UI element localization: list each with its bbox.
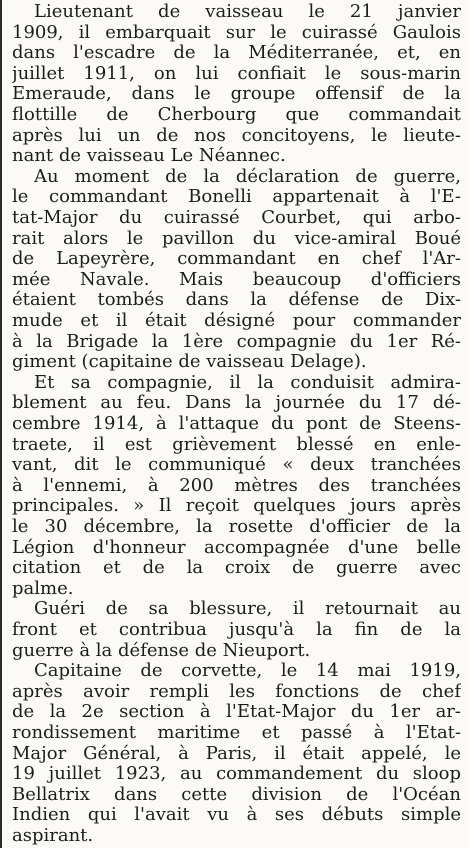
text-line: flottille de Cherbourg que commandait <box>12 104 461 125</box>
text-line: principales. » Il reçoit quelques jours après <box>12 495 461 517</box>
text-line: mée Navale. Mais beaucoup d'officiers <box>12 268 461 290</box>
text-line: front et contribua jusqu'à la fin de la <box>12 619 461 640</box>
text-line: Bellatrix dans cette division de l'Océan <box>12 783 461 805</box>
text-line: le 30 décembre, la rosette d'officier de la <box>12 516 461 537</box>
text-line: cembre 1914, à l'attaque du pont de Steens- <box>12 413 461 434</box>
text-line: après avoir rempli les fonctions de chef <box>12 680 461 702</box>
text-line: traete, il est grièvement blessé en enle- <box>12 433 461 455</box>
text-line: palme. <box>12 577 74 599</box>
text-line: étaient tombés dans la défense de Dix- <box>12 289 461 311</box>
text-line: nant de vaisseau Le Néannec. <box>12 145 286 167</box>
text-line: Lieutenant de vaisseau le 21 janvier <box>34 1 461 22</box>
text-line: Guéri de sa blessure, il retournait au <box>34 598 461 620</box>
text-line: rait alors le pavillon du vice-amiral Boué <box>12 227 461 249</box>
text-line: mude et il était désigné pour commander <box>12 310 461 331</box>
text-line: citation et de la croix de guerre avec <box>12 557 461 579</box>
text-line: à la Brigade la 1ère compagnie du 1er Ré- <box>12 330 461 352</box>
text-line: à l'ennemi, à 200 mètres des tranchées <box>12 474 461 496</box>
text-line: Major Général, à Paris, il était appelé, le <box>12 742 461 764</box>
text-line: guerre à la défense de Nieuport. <box>12 639 311 661</box>
text-line: juillet 1911, on lui confiait le sous-marin <box>12 62 461 84</box>
text-line: Au moment de la déclaration de guerre, <box>34 165 461 187</box>
text-line: vant, dit le communiqué « deux tranchées <box>12 454 461 476</box>
text-line: Capitaine de corvette, le 14 mai 1919, <box>34 660 461 682</box>
text-line: Légion d'honneur accompagnée d'une belle <box>12 536 461 558</box>
text-line: Et sa compagnie, il la conduisit admira- <box>34 371 461 393</box>
text-line: tat-Major du cuirassé Courbet, qui arbo- <box>12 207 461 228</box>
text-line: Indien qui l'avait vu à ses débuts simple <box>12 804 461 826</box>
text-line: dans l'escadre de la Méditerranée, et, en <box>12 42 461 64</box>
text-line: 19 juillet 1923, au commandement du sloop <box>12 763 461 785</box>
text-line: le commandant Bonelli appartenait à l'E- <box>12 186 461 208</box>
text-line: de la 2e section à l'Etat-Major du 1er ar- <box>12 701 461 723</box>
text-line: 1909, il embarquait sur le cuirassé Gaulois <box>12 21 461 43</box>
text-line: giment (capitaine de vaisseau Delage). <box>12 351 367 373</box>
text-line: rondissement maritime et passé à l'Etat- <box>12 722 461 743</box>
text-line: blement au feu. Dans la journée du 17 dé- <box>12 392 461 414</box>
text-line: de Lapeyrère, commandant en chef l'Ar- <box>12 248 461 270</box>
text-line: après lui un de nos concitoyens, le lieute- <box>12 124 461 146</box>
text-line: aspirant. <box>12 825 94 846</box>
text-line: Emeraude, dans le groupe offensif de la <box>12 83 461 105</box>
